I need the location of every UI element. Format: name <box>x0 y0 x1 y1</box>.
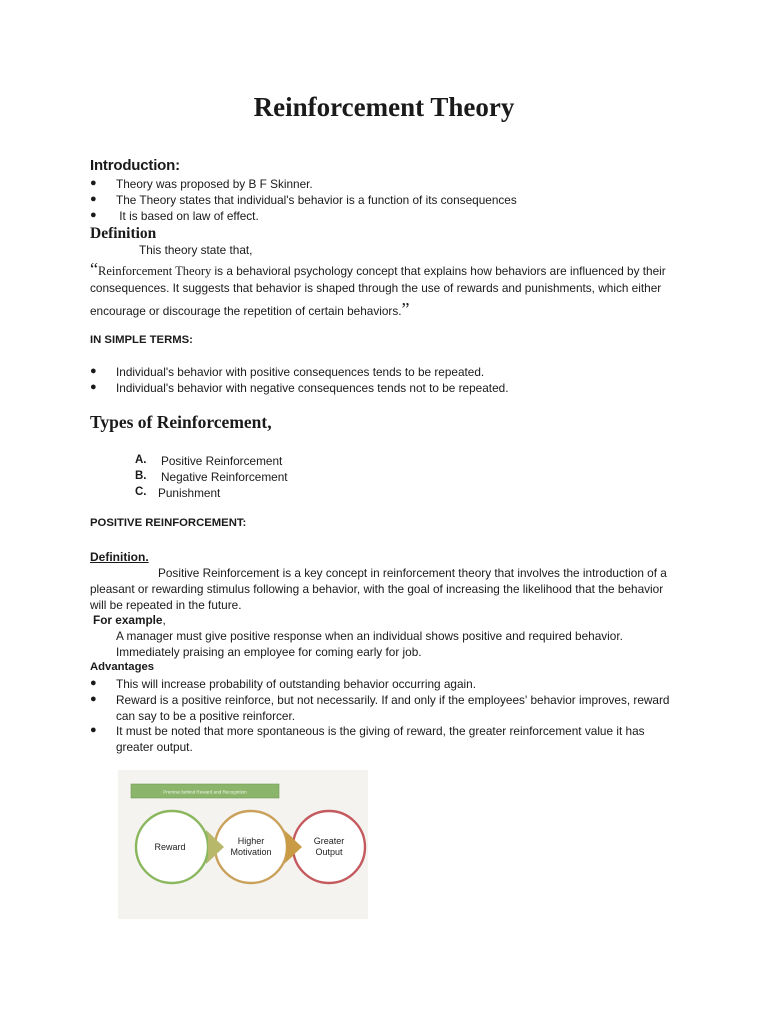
type-item-punishment: Punishment <box>158 486 221 500</box>
definition-line-3-text: encourage or discourage the repetition of certain behaviors. <box>90 304 402 318</box>
diagram-label-output-1: Greater <box>313 836 345 846</box>
bullet-icon: ● <box>90 677 97 689</box>
bullet-icon: ● <box>90 177 97 189</box>
definition-line-1 <box>90 259 666 280</box>
diagram-label-motivation-2: Motivation <box>230 847 272 857</box>
advantage-bullet-3-line-1: It must be noted that more spontaneous is the giving of reward, the greater reinforcement value it has <box>116 724 645 738</box>
positive-def-line-1: Positive Reinforcement is a key concept in reinforcement theory that involves the introduction of a <box>158 566 667 580</box>
example-heading-line <box>93 613 166 627</box>
types-heading: Types of Reinforcement, <box>90 412 272 432</box>
diagram-banner-text: Premise behind Reward and Recognition <box>163 789 247 795</box>
simple-terms-bullet-1: Individual's behavior with positive consequences tends to be repeated. <box>116 365 485 379</box>
definition-lead: This theory state that, <box>139 243 253 257</box>
definition-line-1-rest: is a behavioral psychology concept that explains how behaviors are influenced by their <box>211 264 666 278</box>
definition-line-3 <box>90 299 410 320</box>
open-quote: “ <box>90 259 98 279</box>
intro-bullet-3: It is based on law of effect. <box>116 209 259 223</box>
advantage-bullet-2-line-1: Reward is a positive reinforce, but not necessarily. If and only if the employees' behavior improves, reward <box>116 693 670 707</box>
advantages-heading: Advantages <box>90 661 155 673</box>
reward-diagram <box>118 770 368 919</box>
bullet-icon: ● <box>90 381 97 393</box>
simple-terms-heading: IN SIMPLE TERMS: <box>90 334 193 346</box>
intro-heading: Introduction: <box>90 157 180 174</box>
positive-heading: POSITIVE REINFORCEMENT: <box>90 517 247 529</box>
type-item-negative: Negative Reinforcement <box>161 470 288 484</box>
example-line-2: Immediately praising an employee for coming early for job. <box>116 645 422 659</box>
diagram-label-reward: Reward <box>154 842 186 852</box>
type-letter: A. <box>135 454 147 466</box>
close-quote: ” <box>401 299 410 319</box>
advantage-bullet-2-line-2: can say to be a positive reinforcer. <box>116 709 296 723</box>
bullet-icon: ● <box>90 209 97 221</box>
reward-diagram-svg <box>118 770 368 919</box>
type-item-positive: Positive Reinforcement <box>161 454 283 468</box>
example-line-1: A manager must give positive response when an individual shows positive and required behavior. <box>116 629 623 643</box>
advantage-bullet-1: This will increase probability of outstanding behavior occurring again. <box>116 677 477 691</box>
bullet-icon: ● <box>90 193 97 205</box>
definition-heading: Definition <box>90 225 157 242</box>
bullet-icon: ● <box>90 724 97 736</box>
type-letter: C. <box>135 486 147 498</box>
positive-def-line-2: pleasant or rewarding stimulus following a behavior, with the goal of increasing the likelihood that the behavior <box>90 582 664 596</box>
type-letter: B. <box>135 470 147 482</box>
definition-term: Reinforcement Theory <box>98 264 212 278</box>
bullet-icon: ● <box>90 693 97 705</box>
bullet-icon: ● <box>90 365 97 377</box>
example-heading: For example <box>93 613 163 627</box>
definition-line-2: consequences. It suggests that behavior is shaped through the use of rewards and punishments, which either <box>90 281 662 295</box>
diagram-label-motivation-1: Higher <box>237 836 265 846</box>
intro-bullet-2: The Theory states that individual's behavior is a function of its consequences <box>116 193 517 207</box>
page-title: Reinforcement Theory <box>253 92 515 122</box>
simple-terms-bullet-2: Individual's behavior with negative consequences tends not to be repeated. <box>116 381 509 395</box>
diagram-label-output-2: Output <box>315 847 343 857</box>
example-comma: , <box>162 613 166 627</box>
positive-def-line-3: will be repeated in the future. <box>90 598 242 612</box>
positive-definition-heading: Definition. <box>90 550 149 564</box>
intro-bullet-1: Theory was proposed by B F Skinner. <box>116 177 313 191</box>
advantage-bullet-3-line-2: greater output. <box>116 740 193 754</box>
